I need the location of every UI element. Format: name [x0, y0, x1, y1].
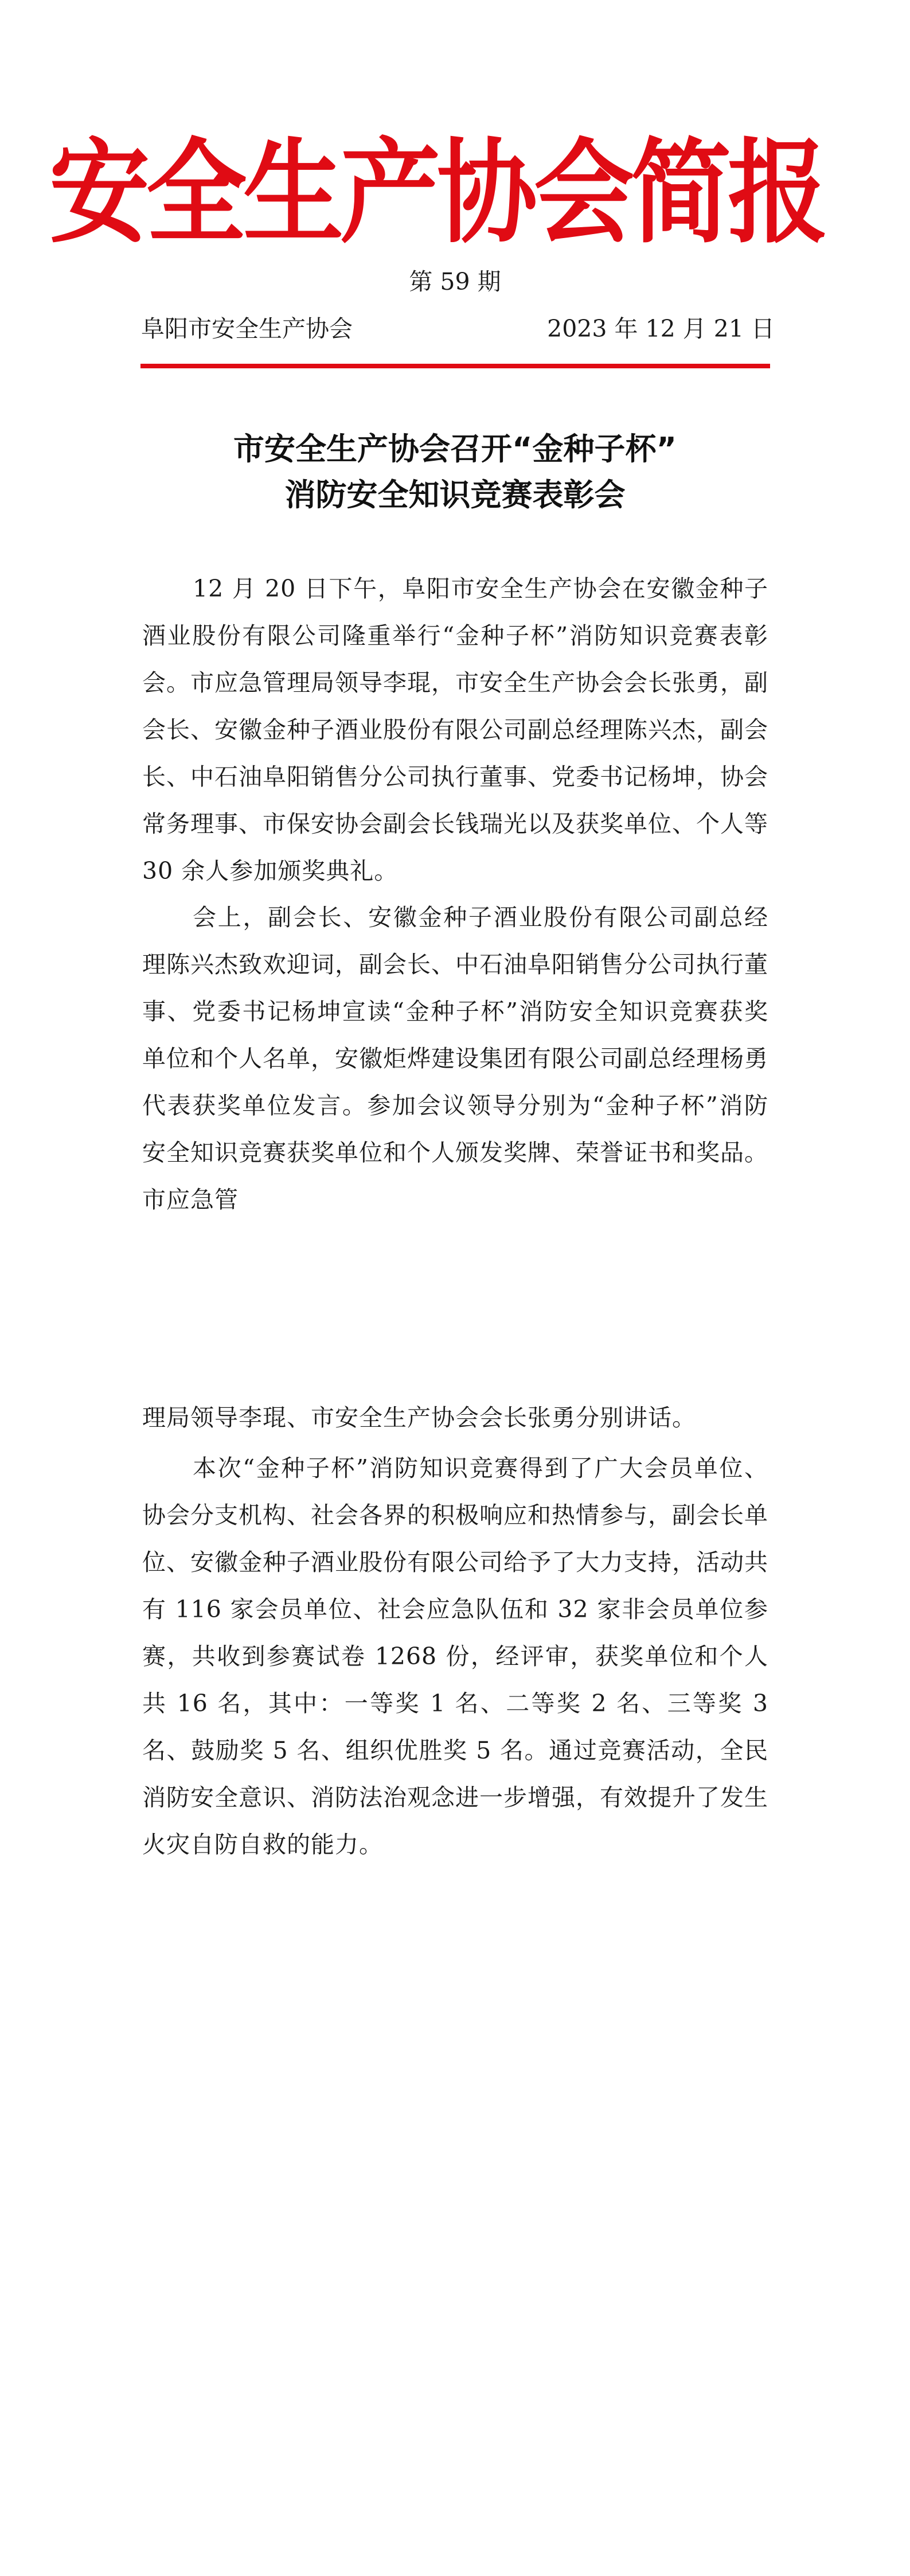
article-title-line-1: 市安全生产协会召开“金种子杯”	[233, 431, 677, 467]
article-title-line-2: 消防安全知识竞赛表彰会	[284, 477, 626, 513]
article-paragraph-1: 12 月 20 日下午，阜阳市安全生产协会在安徽金种子酒业股份有限公司隆重举行“金种子杯”消防知识竞赛表彰会。市应急管理局领导李琨，市安全生产协会会长张勇，副会长、安徽金种子酒业股份有限公司副总经理陈兴杰，副会长、中石油阜阳销售分公司执行董事、党委书记杨坤，协会常务理事、市保安协会副会长钱瑞光以及获奖单位、个人等 30 余人参加颁奖典礼。	[142, 575, 768, 885]
issue-number: 第 59 期	[409, 268, 501, 295]
article-paragraph-2-continued: 理局领导李琨、市安全生产协会会长张勇分别讲话。	[142, 1404, 696, 1431]
article-paragraph-2: 会上，副会长、安徽金种子酒业股份有限公司副总经理陈兴杰致欢迎词，副会长、中石油阜阳销售分公司执行董事、党委书记杨坤宣读“金种子杯”消防安全知识竞赛获奖单位和个人名单，安徽炬烨建设集团有限公司副总经理杨勇代表获奖单位发言。参加会议领导分别为“金种子杯”消防安全知识竞赛获奖单位和个人颁发奖牌、荣誉证书和奖品。市应急管	[142, 904, 768, 1213]
article-paragraph-3: 本次“金种子杯”消防知识竞赛得到了广大会员单位、协会分支机构、社会各界的积极响应和热情参与，副会长单位、安徽金种子酒业股份有限公司给予了大力支持，活动共有 116 家会员单位、社会应急队伍和 32 家非会员单位参赛，共收到参赛试卷 1268 份，经评审，获奖单位和个人共 16 名，其中：一等奖 1 名、二等奖 2 名、三等奖 3 名、鼓励奖 5 名、组织优胜奖 5 名。通过竞赛活动，全民消防安全意识、消防法治观念进一步增强，有效提升了发生火灾自防自救的能力。	[142, 1454, 768, 1858]
issue-date: 2023 年 12 月 21 日	[547, 315, 775, 343]
masthead-title: 安全生产协会简报	[49, 128, 825, 259]
header-divider	[140, 364, 770, 368]
issuing-organization: 阜阳市安全生产协会	[141, 315, 353, 343]
